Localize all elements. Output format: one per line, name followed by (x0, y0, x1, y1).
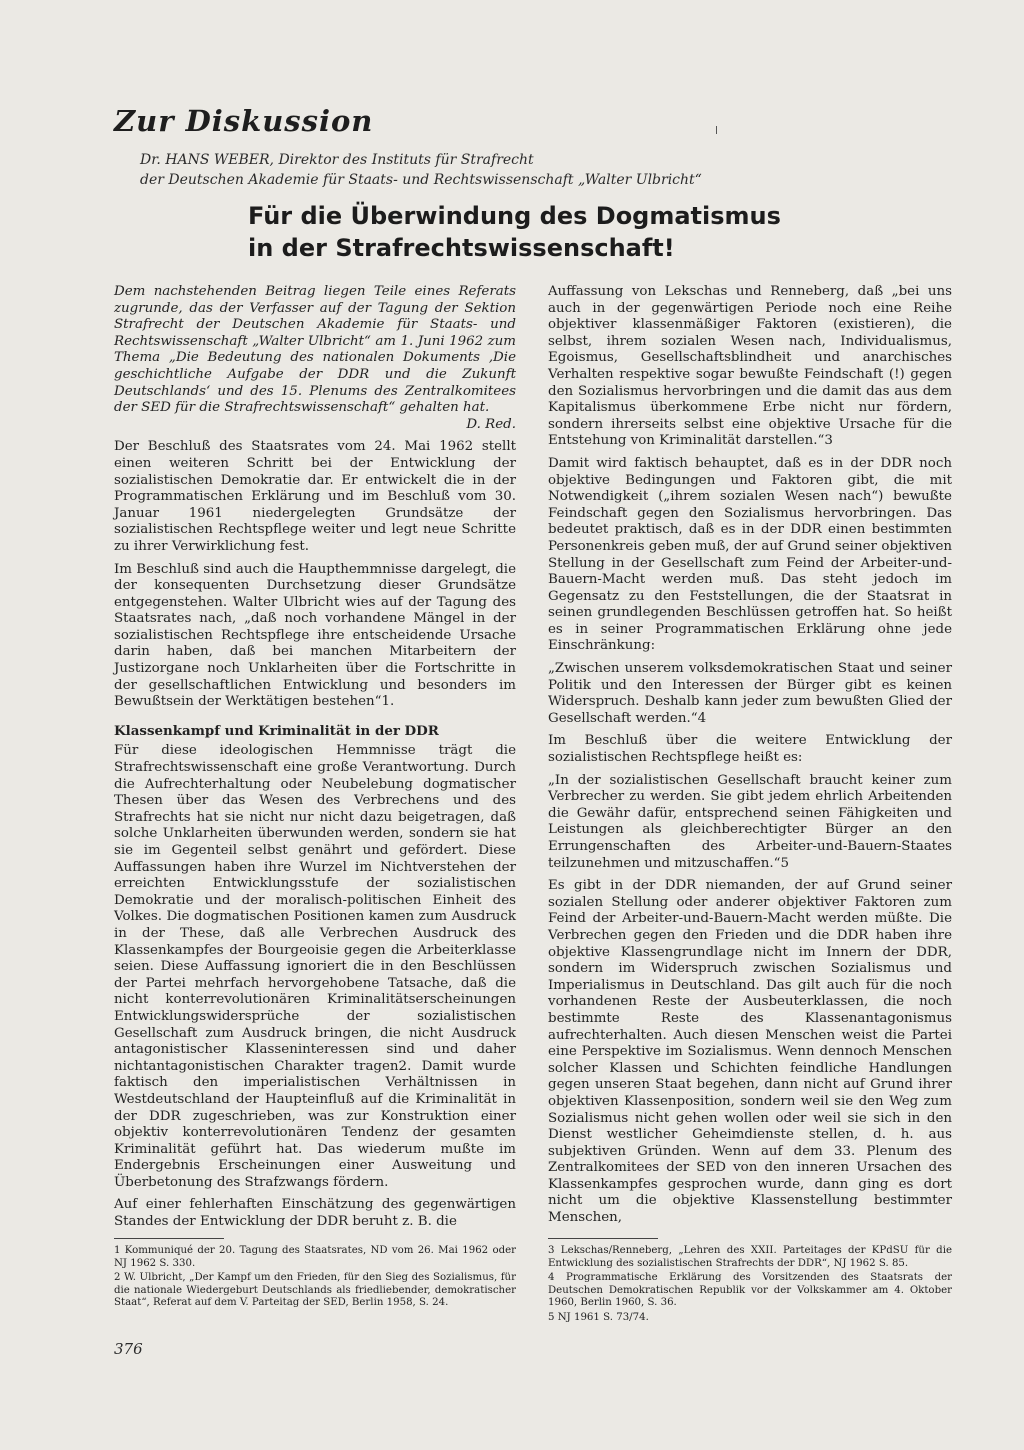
article-title (248, 200, 808, 264)
paragraph: Im Beschluß über die weitere Entwicklung der sozialistischen Rechtspflege heißt es: (548, 733, 952, 766)
author-line-1: Dr. HANS WEBER, Direktor des Instituts für Strafrecht (140, 152, 534, 168)
paragraph: Auffassung von Lekschas und Renneberg, daß „bei uns auch in der gegenwärtigen Periode noch eine Reihe objektiver klassenmäßiger Faktoren (existieren), die selbst, ihrem sozialen Wesen nach, Individualismus, Egoismus, Gesellschaftsblindheit und anarchisches Verhalten respektive sogar bewußte Feindschaft (!) gegen den Sozialismus hervorbringen und die damit das aus dem Kapitalismus überkommene Erbe nicht nur fördern, sondern ihrerseits selbst eine objektive Ursache für die Entstehung von Kriminalität darstellen.“3 (548, 284, 952, 449)
intro-text: Dem nachstehenden Beitrag liegen Teile eines Referats zugrunde, das der Verfasser auf der Tagung der Sektion Strafrecht der Deutschen Akademie für Staats- und Rechtswissenschaft „Walter Ulbricht“ am 1. Juni 1962 zum Thema „Die Bedeutung des nationalen Dokuments ‚Die geschichtliche Aufgabe der DDR und die Zukunft Deutschlands‘ und des 15. Plenums des Zentralkomitees der SED für die Strafrechtswissenschaft“ gehalten hat. (114, 284, 516, 416)
section-label: Zur Diskussion (114, 104, 374, 138)
paragraph: Im Beschluß sind auch die Haupthemmnisse dargelegt, die der konsequenten Durchsetzung dieser Grundsätze entgegenstehen. Walter Ulbricht wies auf der Tagung des Staatsrates nach, „daß noch vorhandene Mängel in der sozialistischen Rechtspflege ihre entscheidende Ursache darin haben, daß bei manchen Mitarbeitern der Justizorgane noch Unklarheiten über die Fortschritte in der gesellschaftlichen Entwicklung und besonders im Bewußtsein der Werktätigen bestehen“1. (114, 561, 516, 710)
footnote-rule (548, 1238, 658, 1239)
intro-signature: D. Red. (466, 416, 516, 432)
author-line-2: der Deutschen Akademie für Staats- und Rechtswissenschaft „Walter Ulbricht“ (140, 172, 702, 188)
footnote: 4 Programmatische Erklärung des Vorsitzenden des Staatsrats der Deutschen Demokratischen Republik vor der Volkskammer am 4. Oktober 1960, Berlin 1960, S. 36. (548, 1272, 952, 1309)
footnotes-left (114, 1238, 516, 1312)
footnote: 1 Kommuniqué der 20. Tagung des Staatsrates, ND vom 26. Mai 1962 oder NJ 1962 S. 330. (114, 1245, 516, 1269)
page-number: 376 (114, 1340, 143, 1358)
subheading: Klassenkampf und Kriminalität in der DDR (114, 722, 439, 739)
paragraph: Es gibt in der DDR niemanden, der auf Grund seiner sozialen Stellung oder anderer objektiver Faktoren zum Feind der Arbeiter-und-Bauern-Macht werden müßte. Die Verbrechen gegen den Frieden und die DDR haben ihre objektive Klassengrundlage nicht im Innern der DDR, sondern im Widerspruch zwischen Sozialismus und Imperialismus in Deutschland. Das gilt auch für die noch vorhandenen Reste der Ausbeuterklassen, die noch bestimmte Reste des Klassenantagonismus aufrechterhalten. Auch diesen Menschen weist die Partei eine Perspektive im Sozialismus. Wenn dennoch Menschen solcher Klassen und Schichten feindliche Handlungen gegen unseren Staat begehen, dann nicht auf Grund ihrer objektiven Klassenposition, sondern weil sie den Weg zum Sozialismus nicht gehen wollen oder weil sie sich in den Dienst westlicher Geheimdienste stellen, d. h. aus subjektiven Gründen. Wenn auf dem 33. Plenum des Zentralkomitees der SED von den inneren Ursachen des Klassenkampfes gesprochen wurde, dann ging es dort nicht um die objektive Klassenstellung bestimmter Menschen, (548, 878, 952, 1226)
paragraph: Auf einer fehlerhaften Einschätzung des gegenwärtigen Standes der Entwicklung der DDR beruht z. B. die (114, 1197, 516, 1230)
author-byline (140, 150, 860, 190)
footnote: 5 NJ 1961 S. 73/74. (548, 1311, 649, 1323)
footnote: 3 Lekschas/Renneberg, „Lehren des XXII. Parteitages der KPdSU für die Entwicklung des sozialistischen Strafrechts der DDR“, NJ 1962 S. 85. (548, 1245, 952, 1269)
block-quote: „In der sozialistischen Gesellschaft braucht keiner zum Verbrecher zu werden. Sie gibt jedem ehrlich Arbeitenden die Gewähr dafür, entsprechend seinen Fähigkeiten und Leistungen als gleichberechtigter Bürger an den Errungenschaften des Arbeiter-und-Bauern-Staates teilzunehmen und mitzuschaffen.“5 (548, 772, 952, 871)
scan-speck (716, 126, 717, 134)
footnotes-right (548, 1238, 952, 1327)
paragraph: Der Beschluß des Staatsrates vom 24. Mai 1962 stellt einen weiteren Schritt bei der Entwicklung der sozialistischen Demokratie dar. Er entwickelt die in der Programmatischen Erklärung und im Beschluß vom 30. Januar 1961 niedergelegten Grundsätze der sozialistischen Rechtspflege weiter und legt neue Schritte zu ihrer Verwirklichung fest. (114, 439, 516, 554)
title-line-1: Für die Überwindung des Dogmatismus (248, 202, 781, 230)
editorial-intro (114, 284, 516, 433)
footnote-rule (114, 1238, 224, 1239)
left-column (114, 284, 516, 1237)
footnote: 2 W. Ulbricht, „Der Kampf um den Frieden, für den Sieg des Sozialismus, für die nationale Wiedergeburt Deutschlands als friedliebender, demokratischer Staat“, Referat auf dem V. Parteitag der SED, Berlin 1958, S. 24. (114, 1272, 516, 1309)
right-column (548, 284, 952, 1233)
paragraph: Damit wird faktisch behauptet, daß es in der DDR noch objektive Bedingungen und Faktoren gibt, die mit Notwendigkeit („ihrem sozialen Wesen nach“) bewußte Feindschaft gegen den Sozialismus hervorbringen. Das bedeutet praktisch, daß es in der DDR einen bestimmten Personenkreis geben muß, der auf Grund seiner objektiven Stellung in der Gesellschaft zum Feind der Arbeiter-und-Bauern-Macht werden muß. Das steht jedoch im Gegensatz zu den Feststellungen, die der Staatsrat in seinen grundlegenden Beschlüssen getroffen hat. So heißt es in seiner Programmatischen Erklärung ohne jede Einschränkung: (548, 455, 952, 654)
title-line-2: in der Strafrechtswissenschaft! (248, 234, 675, 262)
paragraph: Für diese ideologischen Hemmnisse trägt die Strafrechtswissenschaft eine große Verantwortung. Durch die Aufrechterhaltung oder Neubelebung dogmatischer Thesen über das Wesen des Verbrechens und des Strafrechts hat sie nicht nur nicht dazu beigetragen, daß solche Unklarheiten überwunden werden, sondern sie hat sie im Gegenteil selbst genährt und gefördert. Diese Auffassungen haben ihre Wurzel im Nichtverstehen der erreichten Entwicklungsstufe der sozialistischen Demokratie und der moralisch-politischen Einheit des Volkes. Die dogmatischen Positionen kamen zum Ausdruck in der These, daß alle Verbrechen Ausdruck des Klassenkampfes der Bourgeoisie gegen die Arbeiterklasse seien. Diese Auffassung ignoriert die in den Beschlüssen der Partei mehrfach hervorgehobene Tatsache, daß die nicht konterrevolutionären Kriminalitätserscheinungen Entwicklungswidersprüche der sozialistischen Gesellschaft zum Ausdruck bringen, die nicht Ausdruck antagonistischer Klasseninteressen sind und daher nichtantagonistischen Charakter tragen2. Damit wurde faktisch den imperialistischen Verhältnissen in Westdeutschland der Haupteinfluß auf die Kriminalität in der DDR zugeschrieben, was zur Konstruktion einer objektiv konterrevolutionären Tendenz der gesamten Kriminalität geführt hat. Das wiederum mußte im Endergebnis Erscheinungen einer Ausweitung und Überbetonung des Strafzwangs fördern. (114, 743, 516, 1190)
block-quote: „Zwischen unserem volksdemokratischen Staat und seiner Politik und den Interessen der Bürger gibt es keinen Widerspruch. Deshalb kann jeder zum bewußten Glied der Gesellschaft werden.“4 (548, 661, 952, 726)
